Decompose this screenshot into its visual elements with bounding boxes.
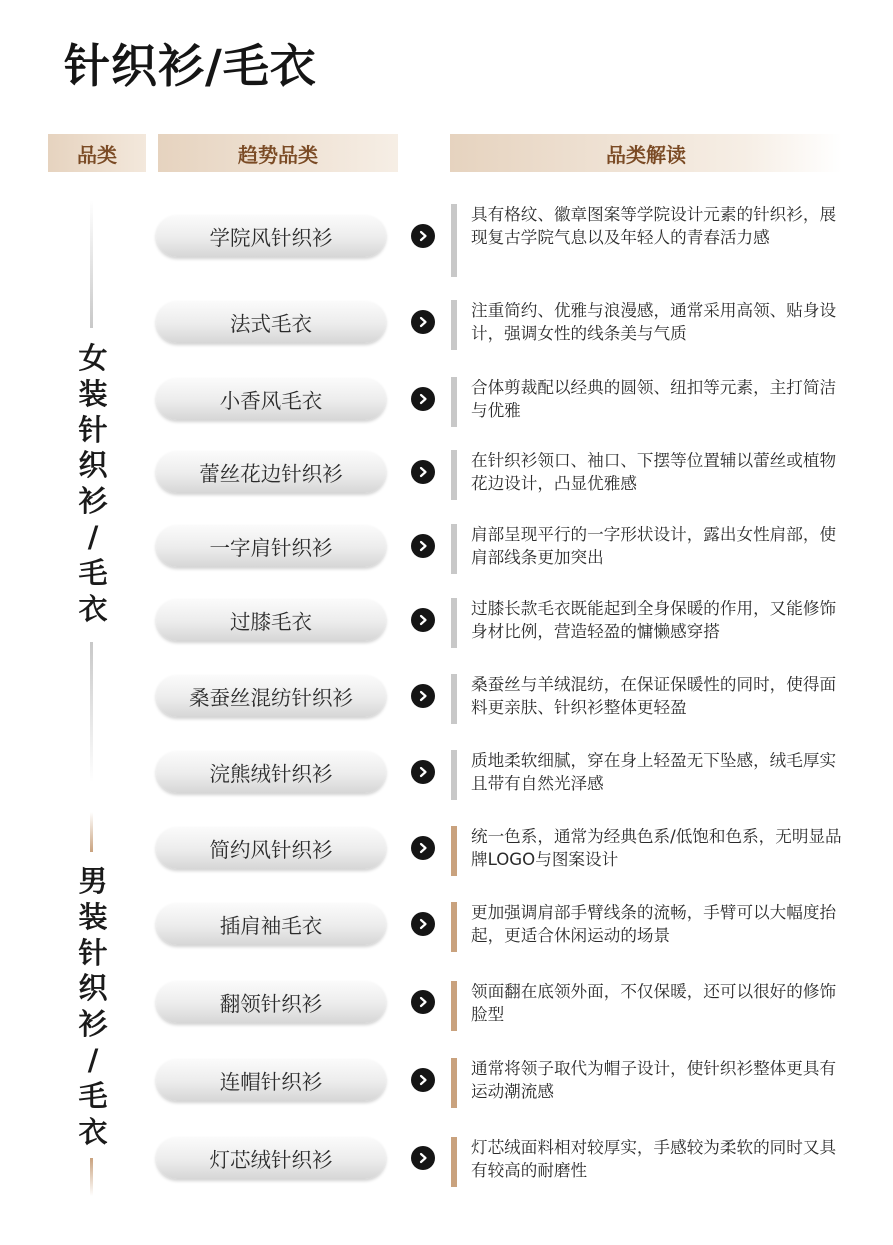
vertical-label-char: 装 [78, 376, 108, 411]
description-accent-bar [451, 598, 457, 648]
chevron-right-circle-icon [411, 1068, 435, 1092]
trend-item-description: 桑蚕丝与羊绒混纺，在保证保暖性的同时，使得面料更亲肤、针织衫整体更轻盈 [471, 675, 837, 717]
trend-item-description: 通常将领子取代为帽子设计，使针织衫整体更具有运动潮流感 [471, 1059, 837, 1101]
page-title: 针织衫/毛衣 [64, 39, 317, 93]
vertical-label-char: 女 [78, 341, 108, 375]
trend-item-description: 更加强调肩部手臂线条的流畅，手臂可以大幅度抬起，更适合休闲运动的场景 [471, 903, 837, 945]
vertical-label-char: / [87, 1042, 99, 1077]
trend-item-description: 统一色系，通常为经典色系/低饱和色系，无明显品牌LOGO与图案设计 [471, 827, 842, 869]
trend-item-pill: 连帽针织衫 [156, 1059, 386, 1101]
vertical-label-char: 毛 [78, 555, 108, 590]
vertical-label-char: 衫 [78, 484, 108, 519]
trend-item-description: 质地柔软细腻，穿在身上轻盈无下坠感，绒毛厚实且带有自然光泽感 [471, 751, 837, 793]
men-group-line-bottom [90, 1158, 93, 1196]
chevron-right-circle-icon [411, 224, 435, 248]
trend-item-description: 注重简约、优雅与浪漫感，通常采用高领、贴身设计，强调女性的线条美与气质 [471, 301, 837, 343]
header-trend-category: 趋势品类 [158, 134, 398, 172]
trend-item-description: 具有格纹、徽章图案等学院设计元素的针织衫，展现复古学院气息以及年轻人的青春活力感 [471, 205, 837, 247]
vertical-label-char: 男 [78, 864, 108, 898]
vertical-label-char: 毛 [78, 1078, 108, 1113]
description-accent-bar [451, 1058, 457, 1108]
trend-item-pill: 一字肩针织衫 [156, 525, 386, 567]
women-group-line-top [90, 200, 93, 328]
header-interpretation: 品类解读 [450, 134, 842, 172]
trend-item-pill: 小香风毛衣 [156, 378, 386, 420]
chevron-right-circle-icon [411, 1146, 435, 1170]
description-accent-bar [451, 750, 457, 800]
description-accent-bar [451, 204, 457, 277]
description-accent-bar [451, 524, 457, 574]
trend-item-description: 肩部呈现平行的一字形状设计，露出女性肩部，使肩部线条更加突出 [471, 525, 837, 567]
vertical-label-char: 衣 [78, 591, 108, 626]
trend-item-pill: 蕾丝花边针织衫 [156, 451, 386, 493]
chevron-right-circle-icon [411, 760, 435, 784]
description-accent-bar [451, 674, 457, 724]
trend-item-pill: 过膝毛衣 [156, 599, 386, 641]
trend-item-pill: 学院风针织衫 [156, 215, 386, 257]
chevron-right-circle-icon [411, 608, 435, 632]
chevron-right-circle-icon [411, 836, 435, 860]
men-group-label [72, 864, 114, 1150]
vertical-label-char: 针 [78, 412, 108, 447]
trend-item-pill: 桑蚕丝混纺针织衫 [156, 675, 386, 717]
vertical-label-char: 衣 [78, 1114, 108, 1149]
women-group-label [72, 341, 114, 627]
men-group-line-top [90, 812, 93, 852]
vertical-label-char: / [87, 519, 99, 554]
chevron-right-circle-icon [411, 310, 435, 334]
description-accent-bar [451, 300, 457, 350]
vertical-label-char: 装 [78, 899, 108, 934]
vertical-label-char: 衫 [78, 1007, 108, 1042]
trend-item-pill: 简约风针织衫 [156, 827, 386, 869]
chevron-right-circle-icon [411, 912, 435, 936]
trend-item-description: 在针织衫领口、袖口、下摆等位置辅以蕾丝或植物花边设计，凸显优雅感 [471, 451, 837, 493]
trend-item-pill: 翻领针织衫 [156, 981, 386, 1023]
trend-item-pill: 法式毛衣 [156, 301, 386, 343]
trend-item-pill: 浣熊绒针织衫 [156, 751, 386, 793]
chevron-right-circle-icon [411, 460, 435, 484]
trend-item-description: 过膝长款毛衣既能起到全身保暖的作用，又能修饰身材比例，营造轻盈的慵懒感穿搭 [471, 599, 837, 641]
trend-item-pill: 灯芯绒针织衫 [156, 1137, 386, 1179]
vertical-label-char: 织 [78, 971, 108, 1006]
header-category: 品类 [48, 134, 146, 172]
description-accent-bar [451, 450, 457, 500]
trend-item-description: 灯芯绒面料相对较厚实，手感较为柔软的同时又具有较高的耐磨性 [471, 1138, 837, 1180]
trend-item-pill: 插肩袖毛衣 [156, 903, 386, 945]
vertical-label-char: 针 [78, 935, 108, 970]
chevron-right-circle-icon [411, 990, 435, 1014]
chevron-right-circle-icon [411, 684, 435, 708]
description-accent-bar [451, 826, 457, 876]
women-group-line-bottom [90, 642, 93, 782]
chevron-right-circle-icon [411, 387, 435, 411]
description-accent-bar [451, 981, 457, 1031]
description-accent-bar [451, 377, 457, 427]
vertical-label-char: 织 [78, 448, 108, 483]
description-accent-bar [451, 902, 457, 952]
trend-item-description: 合体剪裁配以经典的圆领、纽扣等元素，主打简洁与优雅 [471, 378, 837, 420]
chevron-right-circle-icon [411, 534, 435, 558]
trend-item-description: 领面翻在底领外面，不仅保暖，还可以很好的修饰脸型 [471, 982, 837, 1024]
description-accent-bar [451, 1137, 457, 1187]
